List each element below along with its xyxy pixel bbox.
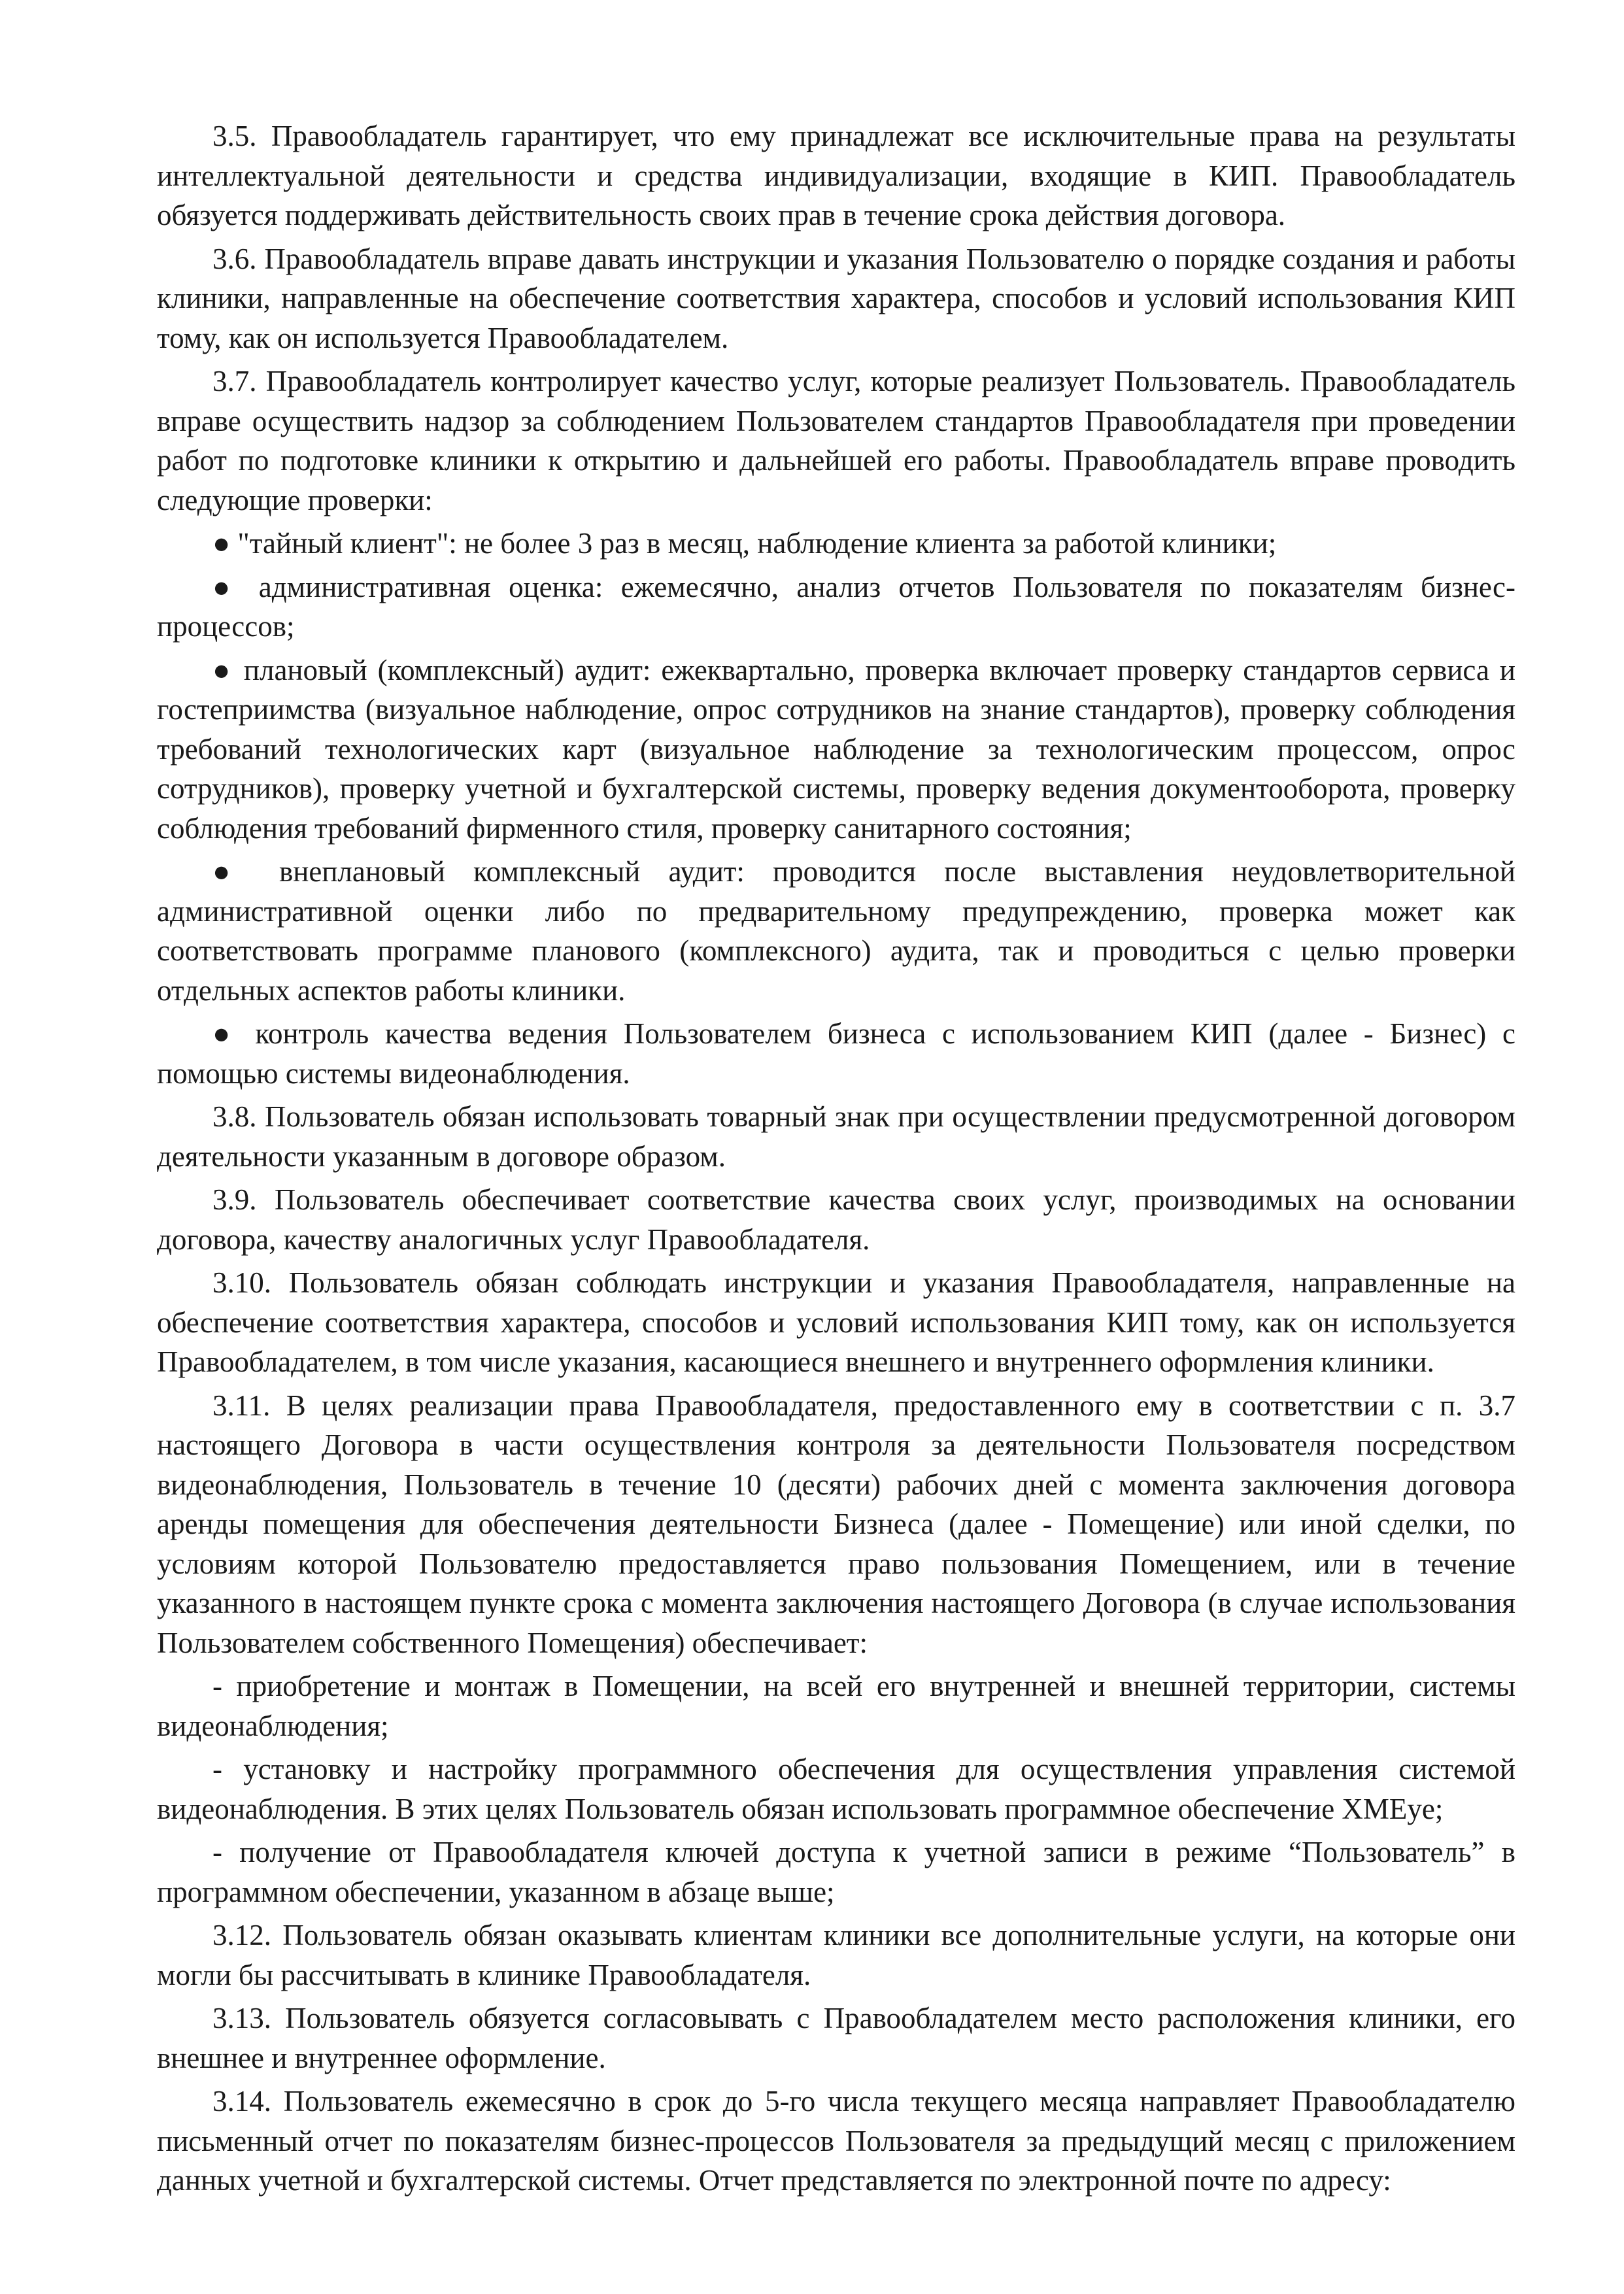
clause-3-6: 3.6. Правообладатель вправе давать инструкции и указания Пользователю о порядке создания и работы клиники, направленные на обеспечение соответствия характера, способов и условий использования КИП тому, как он используется Правообладателем. <box>157 242 1515 354</box>
bullet-secret-client: ● "тайный клиент": не более 3 раз в месяц, наблюдение клиента за работой клиники; <box>212 527 1277 560</box>
clause-3-7: 3.7. Правообладатель контролирует качество услуг, которые реализует Пользователь. Правообладатель вправе осуществить надзор за соблюдением Пользователем стандартов Правообладателя при проведении работ по подготовке клиники к открытию и дальнейшей его работы. Правообладатель вправе проводить следующие проверки: <box>157 365 1515 516</box>
clause-3-5: 3.5. Правообладатель гарантирует, что ему принадлежат все исключительные права на результаты интеллектуальной деятельности и средства индивидуализации, входящие в КИП. Правообладатель обязуется поддерживать действительность своих прав в течение срока действия договора. <box>157 120 1515 231</box>
bullet-unplanned-audit: ● внеплановый комплексный аудит: проводится после выставления неудовлетворительной административной оценки либо по предварительному предупреждению, проверка может как соответствовать программе планового (комплексного) аудита, так и проводиться с целью проверки отдельных аспектов работы клиники. <box>157 855 1515 1007</box>
document-page <box>157 116 1515 2235</box>
clause-3-14: 3.14. Пользователь ежемесячно в срок до 5-го числа текущего месяца направляет Правообладателю письменный отчет по показателям бизнес-процессов Пользователя за предыдущий месяц с приложением данных учетной и бухгалтерской системы. Отчет представляется по электронной почте по адресу: <box>157 2085 1515 2197</box>
item-access-keys: - получение от Правообладателя ключей доступа к учетной записи в режиме “Пользователь” в программном обеспечении, указанном в абзаце выше; <box>157 1836 1515 1908</box>
item-software-setup: - установку и настройку программного обеспечения для осуществления управления системой видеонаблюдения. В этих целях Пользователь обязан использовать программное обеспечение XMEye; <box>157 1753 1515 1825</box>
clause-3-12: 3.12. Пользователь обязан оказывать клиентам клиники все дополнительные услуги, на которые они могли бы рассчитывать в клинике Правообладателя. <box>157 1919 1515 1991</box>
clause-3-13: 3.13. Пользователь обязуется согласовывать с Правообладателем место расположения клиники, его внешнее и внутреннее оформление. <box>157 2002 1515 2074</box>
bullet-planned-audit: ● плановый (комплексный) аудит: ежеквартально, проверка включает проверку стандартов сервиса и гостеприимства (визуальное наблюдение, опрос сотрудников на знание стандартов), проверку соблюдения требований технологических карт (визуальное наблюдение за технологическим процессом, опрос сотрудников), проверку учетной и бухгалтерской системы, проверку ведения документооборота, проверку соблюдения требований фирменного стиля, проверку санитарного состояния; <box>157 653 1515 845</box>
clause-3-10: 3.10. Пользователь обязан соблюдать инструкции и указания Правообладателя, направленные на обеспечение соответствия характера, способов и условий использования КИП тому, как он используется Правообладателем, в том числе указания, касающиеся внешнего и внутреннего оформления клиники. <box>157 1266 1515 1378</box>
clause-3-9: 3.9. Пользователь обеспечивает соответствие качества своих услуг, производимых на основании договора, качеству аналогичных услуг Правообладателя. <box>157 1183 1515 1256</box>
clause-3-8: 3.8. Пользователь обязан использовать товарный знак при осуществлении предусмотренной договором деятельности указанным в договоре образом. <box>157 1100 1515 1173</box>
bullet-video-quality-control: ● контроль качества ведения Пользователем бизнеса с использованием КИП (далее - Бизнес) с помощью системы видеонаблюдения. <box>157 1017 1515 1090</box>
item-video-system-installation: - приобретение и монтаж в Помещении, на всей его внутренней и внешней территории, системы видеонаблюдения; <box>157 1670 1515 1742</box>
bullet-administrative-assessment: ● административная оценка: ежемесячно, анализ отчетов Пользователя по показателям бизнес-процессов; <box>157 570 1515 643</box>
clause-3-11: 3.11. В целях реализации права Правообладателя, предоставленного ему в соответствии с п. 3.7 настоящего Договора в части осуществления контроля за деятельности Пользователя посредством видеонаблюдения, Пользователь в течение 10 (десяти) рабочих дней с момента заключения договора аренды помещения для обеспечения деятельности Бизнеса (далее - Помещение) или иной сделки, по условиям которой Пользователю предоставляется право пользования Помещением, или в течение указанного в настоящем пункте срока с момента заключения настоящего Договора (в случае использования Пользователем собственного Помещения) обеспечивает: <box>157 1389 1515 1659</box>
